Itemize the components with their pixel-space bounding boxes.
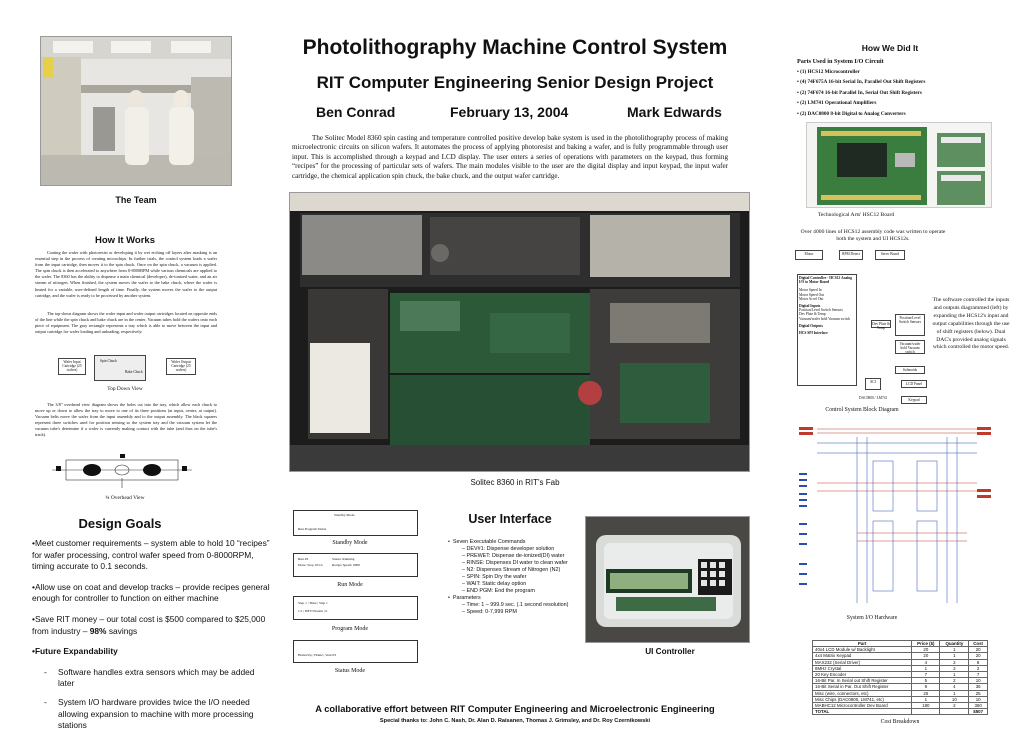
command-item: – N2: Dispenses Stream of Nitrogen (N2) [462, 567, 561, 573]
block-rpm-detect: RPM Detect [839, 250, 863, 260]
tray-box [94, 355, 146, 381]
bake-chuck-label: Bake Chuck [125, 370, 143, 374]
cost-cell: 180 [912, 702, 940, 708]
cost-caption: Cost Breakdown [880, 719, 920, 725]
dac-label: DAC0800 / LM741 [859, 396, 888, 400]
cost-cell: Misc (wire, connectors, etc) [813, 690, 912, 696]
code-note: Over 4000 lines of HCS12 assembly code was written to operate both the system and UI HCS12s. [800, 229, 946, 243]
design-goals-list [32, 538, 272, 739]
cost-cell: 1 [940, 690, 969, 696]
motor-speed-in-label: Motor Speed In [799, 288, 822, 293]
status-panel-row: Home/Up | Home | Vent 03 [298, 653, 336, 657]
digital-outputs-label: Digital Outputs [799, 323, 823, 328]
params-heading-text: Parameters [452, 595, 481, 601]
param-text: Time: 1 – 999.9 sec. (.1 second resolution) [466, 602, 569, 608]
cost-cell: 2 [940, 678, 969, 684]
goal-1-text: Meet customer requirements – system able to hold 10 “recipes” for wafer processing, control wafer speed from 0-8000RPM, timing accurate to 0.1 seconds. [32, 538, 270, 572]
poster-title: Photolithography Machine Control System [302, 36, 728, 59]
program-panel-row2: 1/1 | DEV/Nozzle | 0 [298, 609, 328, 613]
cost-cell: 40x4 LCD Module w/ Backlight [813, 647, 912, 653]
run-panel [293, 553, 418, 577]
goal-tracks: •Allow use on coat and develop tracks – provide recipes general enough for controller to function on either machine [32, 581, 270, 604]
input-cartridge-box: Wafer Input Cartridge (25 wafers) [58, 358, 86, 375]
params-list [448, 602, 578, 616]
io-hardware-schematic [797, 423, 1003, 609]
block-solenoids: Solenoids [895, 366, 925, 374]
how-it-works-p1: Coating the wafer with photoresist or developing it by wet etching off layers after masking is an essential step in the process of creating microchips. In further trials, the control system loads a wafer from the input cartridge, then moves it to the spin chuck. Once on the spin chuck, a vacuum is applied. The spin chuck is then accelerated to anywhere from 0-8000RPM while various chemicals are applied to the wafer. The 8360 has the ability to dispense a main chemical (developer), de-ionized water, and an air stream of nitrogen. When finished, the system moves the wafer to the bake chuck, where the wafer is heated for a variable, user-defined length of time. Finally, the system moves the wafer to the output cartridge, and the wafer is ready to be processed by another system. [35, 250, 217, 298]
block-keypad: Keypad [901, 396, 927, 404]
block-lcd: LCD Panel [901, 380, 927, 388]
run-caption: Run Mode [337, 582, 363, 588]
standby-panel-row: Run Program Status [298, 527, 327, 531]
design-goals-heading: Design Goals [78, 516, 162, 531]
cost-table-body [813, 647, 988, 709]
part-text: (2) LM741 Operational Amplifiers [800, 100, 877, 107]
cost-cell: 8MHz Crystal [813, 665, 912, 671]
cost-cell: 5 [912, 678, 940, 684]
cost-cell: MAX232 (Serial Driver) [813, 659, 912, 665]
part-item: • (1) HCS12 Microcontroller [797, 69, 860, 75]
command-item: – SPIN: Spin Dry the wafer [462, 574, 527, 580]
part-item: • (4) 74F675A 16-bit Serial In, Parallel Out Shift Registers [797, 79, 926, 86]
cost-cell: 25 [912, 690, 940, 696]
block-sensors: Position/Level Switch Sensors [895, 314, 925, 336]
board-caption: Technological Arts' HSC12 Board [817, 212, 895, 218]
top-down-diagram [58, 355, 208, 381]
how-it-works-p3: The 3/8" overhead view diagram shows the holes cut into the tray, which allow each chuck to move up or down to allow the tray to move to one of its three positions (at input, center, at output). Vacuum belts move the wafer from the input assembly and to the output assembly. The black squares represent three switches used for position sensing so the system tray and the vacuum system let the vacuum tube's determine if a wafer is currently making contact with the tube (and thus on the tube's track). [35, 402, 217, 438]
overhead-diagram [52, 452, 192, 488]
standby-caption: Standby Mode [332, 540, 368, 546]
params-heading: • Parameters [448, 595, 481, 601]
goal-savings: •Save RIT money – our total cost is $500 compared to $25,000 from industry – 98% savings [32, 613, 266, 636]
vacuum-label: Vacuum/wafer hold Vacuum switch [799, 316, 851, 321]
software-text: The software controlled the inputs and outputs diagrammed (left) by expanding the HCS12's input and output capabilities through the use of shift registers (below). Dual DAC's provided analog signals which controlled the motor speed. [932, 297, 1010, 351]
goal-sub-hardware: - System I/O hardware provides twice the I/O needed allowing expansion to machine with more processing stations [44, 696, 254, 731]
cost-cell: 7 [969, 671, 988, 677]
cost-header-part: Part [813, 641, 912, 647]
how-it-works-p2: The top-down diagram shows the wafer input and wafer output cartridges located on opposite ends of the line while the spin chuck and bake chuck are in the center. Vacuum tubes hold the wafers onto each piece of equipment. The gray rectangle represents a tray which is able to move between the input and output cartridge for wafer loading and unloading, respectively. [35, 311, 217, 335]
cost-total-label: TOTAL [813, 709, 912, 715]
param-item: – Time: 1 – 999.9 sec. (.1 second resolution) [462, 602, 569, 608]
param-text: Speed: 0-7,999 RPM [466, 609, 517, 615]
standby-panel [293, 510, 418, 536]
cost-cell: 20 [912, 647, 940, 653]
cost-cell: 2 [969, 665, 988, 671]
standby-panel-label: Standby Mode [334, 513, 355, 517]
cost-cell: 360 [969, 702, 988, 708]
cost-total-value: $507 [969, 709, 988, 715]
cost-cell: 4x4 Matrix Keypad [813, 653, 912, 659]
block-controller [797, 274, 857, 386]
run-panel-row2: Recipe Speed: 0000 [332, 563, 360, 567]
team-heading: The Team [115, 195, 157, 205]
program-panel [293, 596, 418, 620]
ui-controller-photo [585, 516, 750, 643]
cost-cell: 36 [969, 684, 988, 690]
status-caption: Status Mode [334, 668, 366, 674]
cost-cell: 7 [912, 671, 940, 677]
hardware-caption: System I/O Hardware [846, 615, 898, 621]
cost-cell: 16-Bit Serial in Par. Out Shift Register [813, 684, 912, 690]
part-text: (2) DAC0800 8-bit Digital to Analog Converters [800, 110, 906, 117]
run-panel-label: Run #3 [298, 557, 309, 561]
part-item: • (2) DAC0800 8-bit Digital to Analog Converters [797, 110, 906, 117]
block-motor: Motor [795, 250, 823, 260]
cost-cell: 20 [912, 653, 940, 659]
how-we-did-it-heading: How We Did It [861, 43, 919, 53]
solitec-caption: Solitec 8360 in RIT's Fab [470, 478, 560, 487]
cost-total-empty [912, 709, 940, 715]
cost-cell: 2 [940, 702, 969, 708]
cost-cell: 9 [912, 684, 940, 690]
command-text: WAIT: Static delay option [466, 581, 527, 587]
command-text: END PGM: End the program [466, 588, 535, 594]
cost-cell: 8 [969, 659, 988, 665]
cost-total-empty [940, 709, 969, 715]
command-text: DEV#1: Dispense developer solution [466, 546, 555, 552]
top-down-caption: Top Down View [107, 386, 143, 392]
cost-cell: 1 [940, 647, 969, 653]
command-item: – RINSE: Dispenses DI water to clean wafer [462, 560, 568, 566]
sub-2-text: System I/O hardware provides twice the I/O needed allowing expansion to machine with more processing stations [58, 696, 254, 731]
cost-cell: 1 [940, 653, 969, 659]
poster-date: February 13, 2004 [450, 104, 569, 120]
user-interface-heading: User Interface [468, 512, 552, 526]
goal-expandability: •Future Expandability [32, 646, 118, 657]
status-panel [293, 640, 418, 663]
cost-header-quantity: Quantity [940, 641, 969, 647]
ui-controller-caption: UI Controller [645, 647, 695, 656]
command-text: PREWET: Dispense de-ionized(DI) water [466, 553, 565, 559]
goal-3-prefix: Save RIT money – our total cost is $500 compared to $25,000 from industry – [32, 613, 266, 636]
cost-cell: MABHC12 Microcontroller Dev Board [813, 702, 912, 708]
cost-cell: 4 [940, 684, 969, 690]
goal-sub-software: - Software handles extra sensors which may be added later [44, 666, 255, 689]
ui-command-list [448, 539, 578, 616]
cost-cell: 10 [940, 696, 969, 702]
cost-cell: 1 [940, 671, 969, 677]
commands-list [448, 546, 578, 595]
how-it-works-heading: How It Works [95, 235, 155, 246]
block-sci: SCI [865, 378, 881, 390]
cost-header-cost: Cost [969, 641, 988, 647]
dev-plate-label: Dev Plate & Temp [799, 312, 826, 317]
block-dev-plate: Dev Plate & Temp [872, 322, 890, 331]
team-photo [40, 36, 232, 186]
abstract-text: The Solitec Model 8360 spin casting and temperature controlled positive develop bake system is used in the photolithography process of making microelectronic circuits on silicon wafers. It automates the process of applying photoresist and baking a wafer, and is fully programmable through user input. This is accomplished through a keypad and LCD display. The user enters a series of operations with parameters on the keypad, thus forming “recipes” for the processing of particular sets of wafers. The main modules visible to the user are the digital display and input keypad, the input wafer cartridge, the chemical application spin chuck, the bake chuck, and the output wafer cartridge. [292, 134, 728, 180]
analog-io-label: Digital Controller - HCS12 Analog I/O to Motor Board [799, 276, 852, 285]
cost-header-price: Price ($) [912, 641, 940, 647]
output-cartridge-box: Wafer Output Cartridge (25 wafers) [166, 358, 196, 375]
cost-cell: 10 [969, 696, 988, 702]
param-item: – Speed: 0-7,999 RPM [462, 609, 517, 615]
spi-label: HCS SPI Interface [799, 331, 828, 336]
commands-heading-text: Seven Executable Commands [452, 539, 526, 545]
cost-cell: 20 Key Encoder [813, 671, 912, 677]
cost-cell: 25 [969, 690, 988, 696]
block-servo-board: Servo Board [875, 250, 905, 260]
cost-table [812, 640, 988, 715]
command-text: N2: Dispenses Stream of Nitrogen (N2) [466, 567, 561, 573]
spin-chuck-label: Spin Chuck [100, 359, 117, 363]
poster-subtitle: RIT Computer Engineering Senior Design Project [316, 73, 714, 92]
program-panel-row1: Step 1 | Time | Step 1 [298, 601, 328, 605]
parts-list [797, 69, 997, 121]
part-text: (1) HCS12 Microcontroller [800, 69, 860, 75]
sub-1-text: Software handles extra sensors which may be added later [58, 666, 255, 689]
program-caption: Program Mode [331, 626, 369, 632]
position-sensors-label: Position/Level Switch Sensors [799, 308, 843, 313]
part-item: • (2) LM741 Operational Amplifiers [797, 100, 877, 107]
parts-heading: Parts Used in System I/O Circuit [797, 58, 884, 65]
footer-thanks: Special thanks to: John C. Nash, Dr. Alan D. Raisanen, Thomas J. Grimsley, and Dr. Roy Czernikowski [379, 718, 651, 724]
goal-3-percent: 98% [89, 625, 107, 636]
part-text: (4) 74F675A 16-bit Serial In, Parallel Out Shift Registers [800, 79, 926, 86]
commands-heading: • Seven Executable Commands [448, 539, 526, 545]
part-item: • (2) 74F674 16-bit Parallel In, Serial Out Shift Registers [797, 89, 922, 96]
command-item: – DEV#1: Dispense developer solution [462, 546, 555, 552]
run-panel-row1: Done: Step 10/14 [298, 563, 323, 567]
footer-collaboration: A collaborative effort between RIT Computer Engineering and Microelectronic Engineering [315, 704, 715, 714]
block-vacuum: Vacuum/wafer hold Vacuum switch [895, 340, 925, 354]
author-right: Mark Edwards [627, 104, 722, 120]
overhead-caption: ¾ Overhead View [105, 495, 145, 501]
cost-cell: 2 [940, 665, 969, 671]
part-text: (2) 74F674 16-bit Parallel In, Serial Out Shift Registers [800, 89, 922, 96]
command-text: SPIN: Spin Dry the wafer [466, 574, 527, 580]
cost-cell: 2 [940, 659, 969, 665]
block-diagram-caption: Control System Block Diagram [825, 407, 899, 413]
digital-inputs-label: Digital Inputs [799, 304, 821, 309]
hcs12-board-photo [806, 122, 992, 208]
goal-requirements: •Meet customer requirements – system able to hold 10 “recipes” for wafer processing, control wafer speed from 0-8000RPM, timing accurate to 0.1 seconds. [32, 538, 270, 572]
goal-2-text: Allow use on coat and develop tracks – provide recipes general enough for controller to function on either machine [32, 581, 270, 604]
solitec-photo [289, 192, 750, 472]
cost-cell: 20 [969, 647, 988, 653]
cost-cell: 1 [912, 665, 940, 671]
cost-cell: 20 [969, 653, 988, 659]
command-item: – END PGM: End the program [462, 588, 535, 594]
command-text: RINSE: Dispenses DI water to clean wafer [466, 560, 568, 566]
cost-cell: 10 [969, 678, 988, 684]
run-panel-status: Status: Running [332, 557, 355, 561]
author-left: Ben Conrad [316, 104, 396, 120]
cost-total-row [813, 709, 988, 715]
motor-speed-out-label: Motor Speed Out [799, 292, 824, 297]
command-item: – PREWET: Dispense de-ionized(DI) water [462, 553, 565, 559]
cost-cell: Misc Chips (DAC0800, LM741, etc) [813, 696, 912, 702]
block-diagram [795, 248, 931, 404]
cost-cell: 4 [912, 659, 940, 665]
goal-3-suffix: savings [108, 625, 138, 636]
goal-4-text: Future Expandability [34, 646, 118, 657]
cost-cell: 1 [912, 696, 940, 702]
command-item: – WAIT: Static delay option [462, 581, 527, 587]
cost-cell: 16-Bit Par. In Serial out Shift Register [813, 678, 912, 684]
motor-accel-out-label: Motor Accel Out [799, 296, 824, 301]
